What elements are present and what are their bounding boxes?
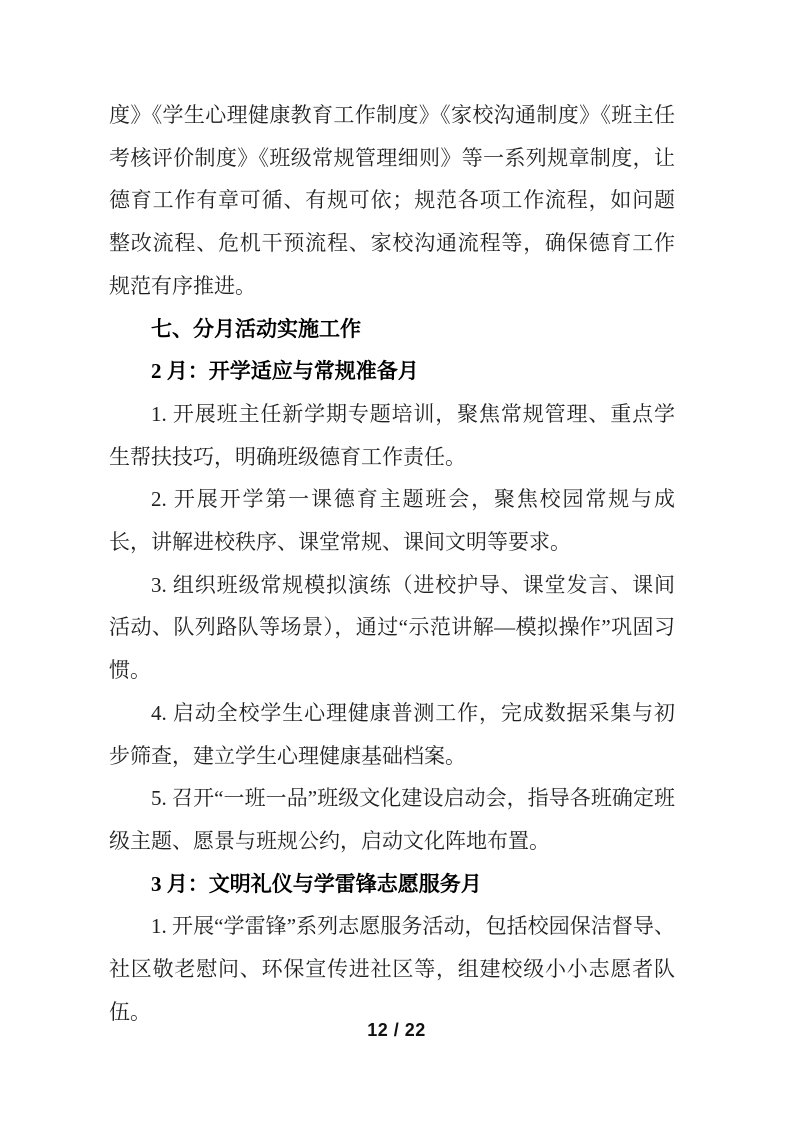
- paragraph: 1. 开展班主任新学期专题培训，聚焦常规管理、重点学生帮扶技巧，明确班级德育工作责任。: [109, 401, 675, 469]
- month-subheading-february: 2 月：开学适应与常规准备月: [151, 359, 419, 384]
- page-number: 12 / 22: [367, 1020, 426, 1040]
- paragraph: 4. 启动全校学生心理健康普测工作，完成数据采集与初步筛查，建立学生心理健康基础档案。: [109, 700, 675, 768]
- section-heading: 七、分月活动实施工作: [151, 316, 361, 341]
- paragraph: 3. 组织班级常规模拟演练（进校护导、课堂发言、课间活动、队列路队等场景），通过“示范讲解—模拟操作”巩固习惯。: [109, 572, 675, 683]
- document-body: [109, 94, 675, 1033]
- paragraph: 2. 开展开学第一课德育主题班会，聚焦校园常规与成长，讲解进校秩序、课堂常规、课间文明等要求。: [109, 487, 675, 555]
- paragraph-continuation: 度》《学生心理健康教育工作制度》《家校沟通制度》《班主任考核评价制度》《班级常规管理细则》等一系列规章制度，让德育工作有章可循、有规可依；规范各项工作流程，如问题整改流程、危机干预流程、家校沟通流程等，确保德育工作规范有序推进。: [109, 103, 675, 298]
- paragraph: 1. 开展“学雷锋”系列志愿服务活动，包括校园保洁督导、社区敬老慰问、环保宣传进社区等，组建校级小小志愿者队伍。: [109, 914, 675, 1024]
- paragraph: 5. 召开“一班一品”班级文化建设启动会，指导各班确定班级主题、愿景与班规公约，启动文化阵地布置。: [109, 786, 675, 853]
- month-subheading-march: 3 月：文明礼仪与学雷锋志愿服务月: [151, 871, 482, 896]
